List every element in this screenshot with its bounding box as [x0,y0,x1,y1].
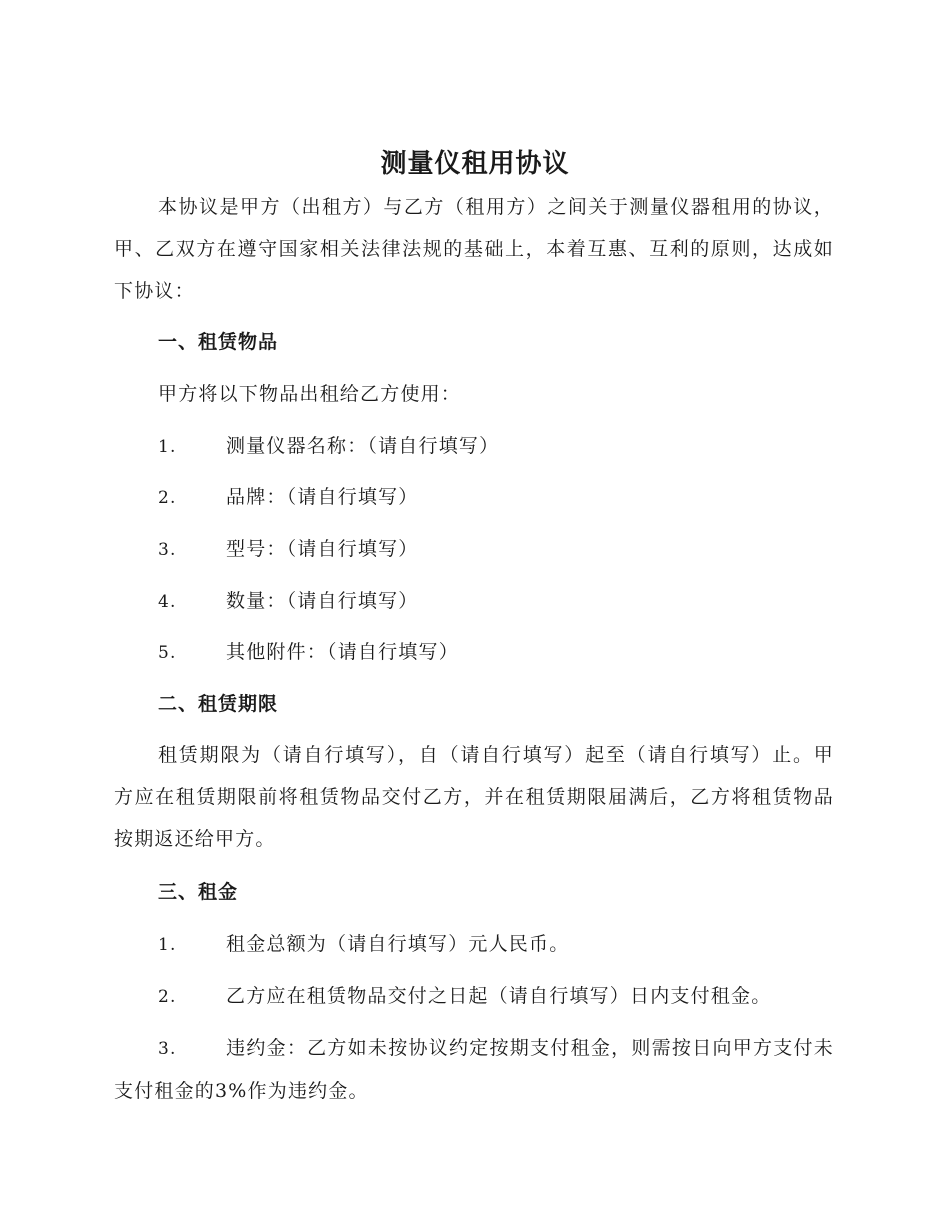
list-item-number: 2. [158,488,177,508]
list-item [158,637,838,668]
document-title: 测量仪租用协议 [380,149,570,179]
list-item-number: 3. [158,540,177,560]
list-item-number: 1. [158,935,177,955]
list-item-number: 1. [158,437,177,457]
list-item [158,534,838,565]
intro-paragraph: 本协议是甲方（出租方）与乙方（租用方）之间关于测量仪器租用的协议，甲、乙双方在遵守国家相关法律法规的基础上，本着互惠、互利的原则，达成如下协议： [114,196,834,302]
list-item-text: 租金总额为（请自行填写）元人民币。 [226,933,570,955]
list-item-number: 3. [158,1039,177,1059]
list-item [158,431,838,462]
list-item-text: 违约金：乙方如未按协议约定按期支付租金，则需按日向甲方支付未支付租金的3%作为违约金。 [114,1037,834,1102]
list-item [158,482,838,513]
list-item-number: 2. [158,987,177,1007]
list-item [158,929,838,960]
list-item-text: 其他附件：（请自行填写） [226,641,459,663]
section-heading-items: 一、租赁物品 [158,331,279,353]
section-heading-term: 二、租赁期限 [158,693,279,715]
list-item-number: 5. [158,643,177,663]
list-item [158,586,838,617]
section1-lead: 甲方将以下物品出租给乙方使用： [158,383,462,405]
list-item-text: 品牌：（请自行填写） [226,486,419,508]
section-heading-rent: 三、租金 [158,881,239,903]
list-item-text: 测量仪器名称：（请自行填写） [226,435,500,457]
list-item-text: 乙方应在租赁物品交付之日起（请自行填写）日内支付租金。 [226,985,772,1007]
list-item-text: 数量：（请自行填写） [226,590,419,612]
list-item-number: 4. [158,592,177,612]
list-item [158,981,838,1012]
list-item [114,1027,834,1112]
list-item-text: 型号：（请自行填写） [226,538,419,560]
section2-paragraph: 租赁期限为（请自行填写），自（请自行填写）起至（请自行填写）止。甲方应在租赁期限前将租赁物品交付乙方，并在租赁期限届满后，乙方将租赁物品按期返还给甲方。 [114,744,834,850]
